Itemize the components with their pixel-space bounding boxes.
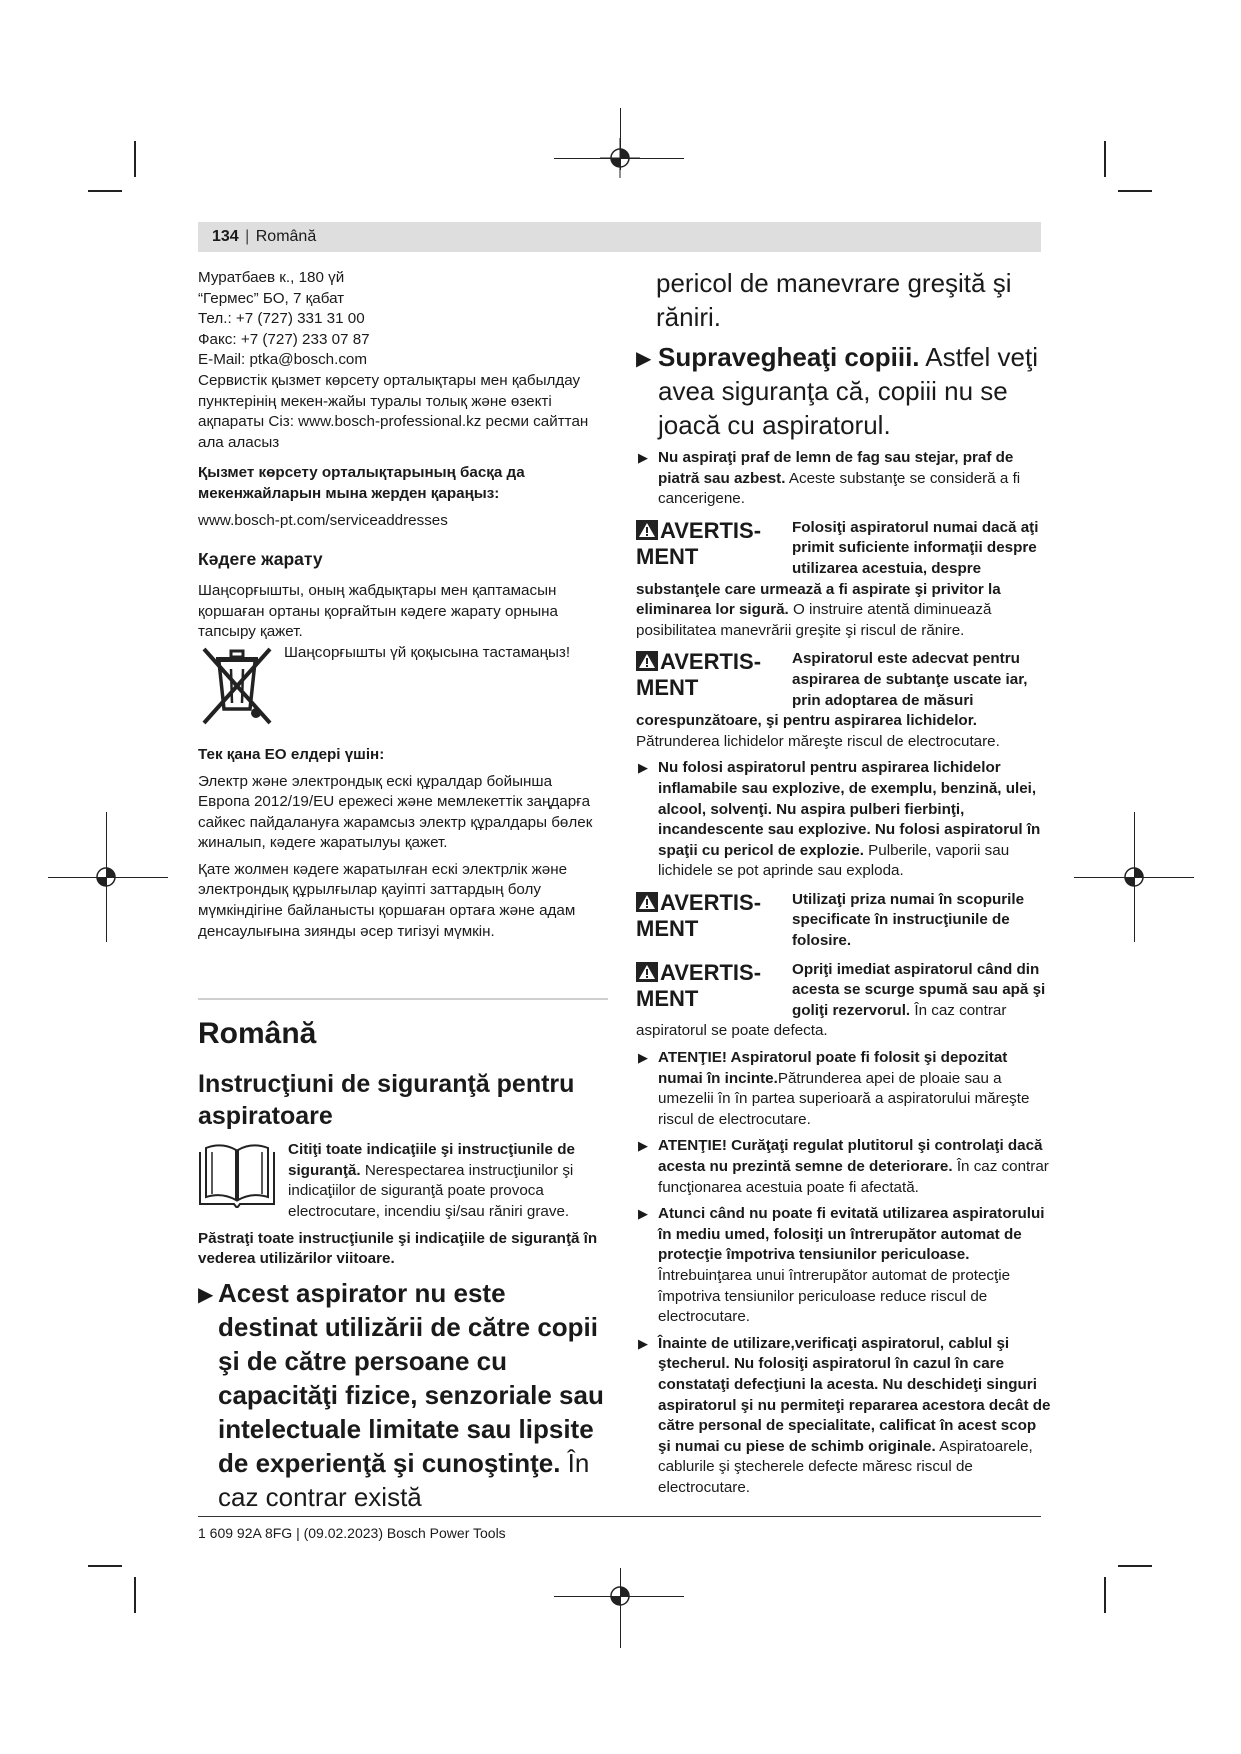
- humid-rest: Întrebuinţarea unui întrerupător automat de protecţie împotriva tensiunilor periculoase reduce riscul de electrocutare.: [658, 1266, 1011, 1326]
- warning-label: AVERTIS-MENT: [636, 889, 762, 941]
- warning-1-bold: Folosiţi aspiratorul numai dacă aţi primit suficiente informaţii despre utilizarea acestuia, despre substanţele care urmează a fi aspirate şi privitor la eliminarea lor sigură.: [636, 518, 1039, 619]
- crop-mark: [88, 190, 122, 192]
- registration-line: [48, 877, 168, 878]
- warning-4-rest: În caz contrar aspiratorul se poate defecta.: [636, 1001, 1007, 1040]
- eu-heading: Тек қана ЕО елдері үшін:: [198, 745, 385, 763]
- check-bullet: ▶ Înainte de utilizare,verificaţi aspiratorul, cablul şi ştecherul. Nu folosiţi aspiratorul în cazul în care constataţi defecţiuni la acesta. Nu deschideţi singuri aspiratorul şi nu permiteţi repararea acestora decât de către personal de specialitate, calificat în acest scop şi numai cu piese de schimb originale. Aspiratoarele, cablurile şi ştecherele defecte măresc riscul de electrocutare.: [638, 1334, 1051, 1496]
- address-line: Факс: +7 (727) 233 07 87: [198, 330, 370, 348]
- float-bullet: ▶ ATENŢIE! Curăţaţi regulat plutitorul şi controlaţi dacă acesta nu prezintă semne de deteriorare. În caz contrar funcţionarea acestuia poate fi afectată.: [638, 1137, 1049, 1196]
- warning-label: AVERTIS-MENT: [636, 649, 762, 701]
- check-rest: Aspiratoarele, cablurile şi ştecherele defecte măresc riscul de electrocutare.: [658, 1437, 1033, 1496]
- read-instructions-row: [198, 1140, 608, 1222]
- address-line: Муратбаев к., 180 үй: [198, 269, 345, 286]
- section-title: Instrucţiuni de siguranţă pentru aspiratoare: [198, 1070, 575, 1131]
- dust-bold: Nu aspiraţi praf de lemn de fag sau stejar, praf de piatră sau azbest.: [658, 449, 1014, 487]
- warning-triangle-icon: [636, 651, 658, 671]
- other-addresses-heading: Қызмет көрсету орталықтарының басқа да мекенжайларын мына жерден қараңыз:: [198, 464, 525, 502]
- disposal-heading: Кәдеге жарату: [198, 549, 323, 570]
- warning-2-bold: Aspiratorul este adecvat pentru aspirarea de subtanţe uscate iar, prin adoptarea de măsuri corespunzătoare, şi pentru aspirarea lichidelor.: [636, 650, 1028, 730]
- warning-triangle-icon: [636, 962, 658, 982]
- crop-mark: [1104, 141, 1106, 177]
- no-household-text: Шаңсорғышты үй қоқысына тастамаңыз!: [284, 643, 571, 661]
- address-line: “Гермес” БО, 7 қабат: [198, 289, 345, 307]
- indoor-rest: Pătrunderea apei de ploaie sau a umezelii în în partea superioară a aspiratorului măreşte riscul de electrocutare.: [658, 1069, 1030, 1128]
- warning-block: [636, 960, 1051, 1042]
- eu-text-2: Қате жолмен кәдеге жаратылған ескі электрлік және электрондық құрылғылар қауіпті заттардың болу мүмкіндігіне байланысты қоршаған ортаға және адам денсаулығына зиянды әсер тигізуі мүмкін.: [198, 860, 576, 940]
- crop-mark: [134, 1577, 136, 1613]
- registration-line: [620, 108, 621, 170]
- page-number: 134: [212, 228, 239, 245]
- crop-mark: [1118, 1565, 1152, 1567]
- service-info: Сервистік қызмет көрсету орталықтары мен қабылдау пунктерінің мекен-жайы туралы толық және өзекті ақпараты Сіз: www.bosch-professional.kz ресми сайттан ала аласыз: [198, 371, 589, 451]
- registration-line: [554, 158, 684, 159]
- warning-block: [636, 890, 1051, 952]
- float-rest: În caz contrar funcţionarea acestuia poate fi afectată.: [658, 1158, 1049, 1196]
- keep-instructions: Păstraţi toate instrucţiunile şi indicaţiile de siguranţă în vederea utilizărilor viitoare.: [198, 1229, 598, 1268]
- crop-mark: [88, 1565, 122, 1567]
- weee-row: [198, 643, 608, 729]
- read-instructions-rest: Nerespectarea instrucţiunilor şi indicaţiilor de siguranţă poate provoca electrocutare, incendiu şi/sau răniri grave.: [288, 1161, 574, 1221]
- other-addresses-url: www.bosch-pt.com/serviceaddresses: [198, 511, 448, 529]
- registration-line: [1074, 877, 1194, 878]
- language-title: Română: [198, 1017, 317, 1051]
- address-line: Тел.: +7 (727) 331 31 00: [198, 310, 365, 328]
- warning-block: [636, 649, 1051, 752]
- page-footer: 1 609 92A 8FG | (09.02.2023) Bosch Power Tools: [198, 1525, 506, 1541]
- header-language: Română: [255, 228, 317, 245]
- warning-2-rest: Pătrunderea lichidelor măreşte riscul de electrocutare.: [636, 732, 1000, 750]
- humid-bullet: ▶ Atunci când nu poate fi evitată utilizarea aspiratorului în mediu umed, folosiţi un întrerupător automat de protecţie împotriva tensiunilor periculoase. Întrebuinţarea unui întrerupător automat de protecţie împotriva tensiunilor periculoase reduce riscul de electrocutare.: [638, 1205, 1045, 1326]
- footer-divider: [198, 1516, 1041, 1517]
- crossed-bin-icon: [198, 643, 276, 729]
- warning-label: AVERTIS-MENT: [636, 517, 762, 569]
- registration-line: [554, 1596, 684, 1597]
- crop-mark: [134, 141, 136, 177]
- flammable-bold: Nu folosi aspiratorul pentru aspirarea lichidelor inflamabile sau explozive, de exemplu, benzină, ulei, alcool, solvenţi. Nu aspira pulberi fierbinţi, incandescente sau explozive. Nu folosi aspiratorul în spaţii cu pericol de explozie.: [658, 759, 1041, 859]
- supervise-bold: Supravegheaţi copiii.: [658, 342, 920, 372]
- indoor-bold: ATENŢIE! Aspiratorul poate fi folosit şi depozitat numai în incinte.: [658, 1049, 1008, 1087]
- warning-1-rest: O instruire atentă diminuează posibilitatea manevrării greşite şi riscul de rănire.: [636, 601, 992, 639]
- check-bold: Înainte de utilizare,verificaţi aspiratorul, cablul şi ştecherul. Nu folosiţi aspiratorul în cazul în care constataţi defecţiuni la acesta. Nu deschideţi singuri aspiratorul şi nu permiteţi repararea acestora decât de către personal de specialitate, calificat în acest scop şi numai cu piese de schimb originale.: [658, 1334, 1051, 1455]
- humid-bold: Atunci când nu poate fi evitată utilizarea aspiratorului în mediu umed, folosiţi un întrerupător automat de protecţie împotriva tensiunilor periculoase.: [658, 1205, 1045, 1264]
- page-header: 134 | Română: [198, 222, 1041, 252]
- crop-mark: [1118, 190, 1152, 192]
- eu-text-1: Электр және электрондық ескі құралдар бойынша Европа 2012/19/EU ережесі және мемлекеттік заңдарға сайкес пайдалануға жарамсыз электр құралдары бөлек жиналып, кәдеге жаратылуы қажет.: [198, 772, 593, 852]
- warning-4-bold: Opriţi imediat aspiratorul când din acesta se scurge spumă sau apă şi goliţi rezervorul.: [792, 960, 1046, 1019]
- right-column: [636, 268, 1051, 1499]
- registration-line: [620, 1568, 621, 1648]
- manual-book-icon: [198, 1142, 276, 1208]
- supervise-rest: Astfel veţi avea siguranţa că, copiii nu se joacă cu aspiratorul.: [658, 342, 1039, 440]
- dust-bullet: ▶ Nu aspiraţi praf de lemn de fag sau stejar, praf de piatră sau azbest. Aceste substanţe se consideră a fi cancerigene.: [638, 449, 1021, 508]
- dust-rest: Aceste substanţe se consideră a fi cancerigene.: [658, 469, 1021, 508]
- children-bullet-rest: În caz contrar există: [218, 1447, 590, 1512]
- continuation-text: pericol de manevrare greşită şi răniri.: [656, 268, 1012, 332]
- warning-triangle-icon: [636, 520, 658, 540]
- indoor-bullet: ▶ ATENŢIE! Aspiratorul poate fi folosit şi depozitat numai în incinte.Pătrunderea apei de ploaie sau a umezelii în în partea superioară a aspiratorului măreşte riscul de electrocutare.: [638, 1049, 1030, 1128]
- children-bullet: ▶ Acest aspirator nu este destinat utilizării de către copii şi de către persoane cu capacităţi fizice, senzoriale sau intelectuale limitate sau lipsite de experienţă şi cunoştinţe. În caz contrar există: [198, 1277, 604, 1512]
- warning-3-bold: Utilizaţi priza numai în scopurile specificate în instrucţiunile de folosire.: [792, 890, 1025, 950]
- warning-block: [636, 518, 1051, 642]
- section-divider: [198, 998, 608, 1000]
- warning-triangle-icon: [636, 892, 658, 912]
- children-bullet-bold: Acest aspirator nu este destinat utilizării de către copii şi de către persoane cu capacităţi fizice, senzoriale sau intelectuale limitate sau lipsite de experienţă şi cunoştinţe.: [218, 1277, 604, 1478]
- address-line: E-Mail: ptka@bosch.com: [198, 351, 368, 369]
- float-bold: ATENŢIE! Curăţaţi regulat plutitorul şi controlaţi dacă acesta nu prezintă semne de deteriorare.: [658, 1137, 1043, 1175]
- flammable-rest: Pulberile, vaporii sau lichidele se pot aprinde sau exploda.: [658, 841, 1010, 880]
- disposal-text: Шаңсорғышты, оның жабдықтары мен қаптамасын қоршаған ортаны қорғайтын кәдеге жарату орнына тапсыру қажет.: [198, 582, 558, 641]
- flammable-bullet: ▶ Nu folosi aspiratorul pentru aspirarea lichidelor inflamabile sau explozive, de exemplu, benzină, ulei, alcool, solvenţi. Nu aspira pulberi fierbinţi, incandescente sau explozive. Nu folosi aspiratorul în spaţii cu pericol de explozie. Pulberile, vaporii sau lichidele se pot aprinde sau exploda.: [638, 759, 1041, 880]
- crop-mark: [1104, 1577, 1106, 1613]
- left-column: [198, 268, 608, 1514]
- supervise-bullet: ▶ Supravegheaţi copiii. Astfel veţi avea siguranţa că, copiii nu se joacă cu aspiratorul.: [636, 342, 1039, 440]
- warning-label: AVERTIS-MENT: [636, 959, 762, 1011]
- read-instructions-bold: Citiţi toate indicaţiile şi instrucţiunile de siguranţă.: [288, 1141, 575, 1179]
